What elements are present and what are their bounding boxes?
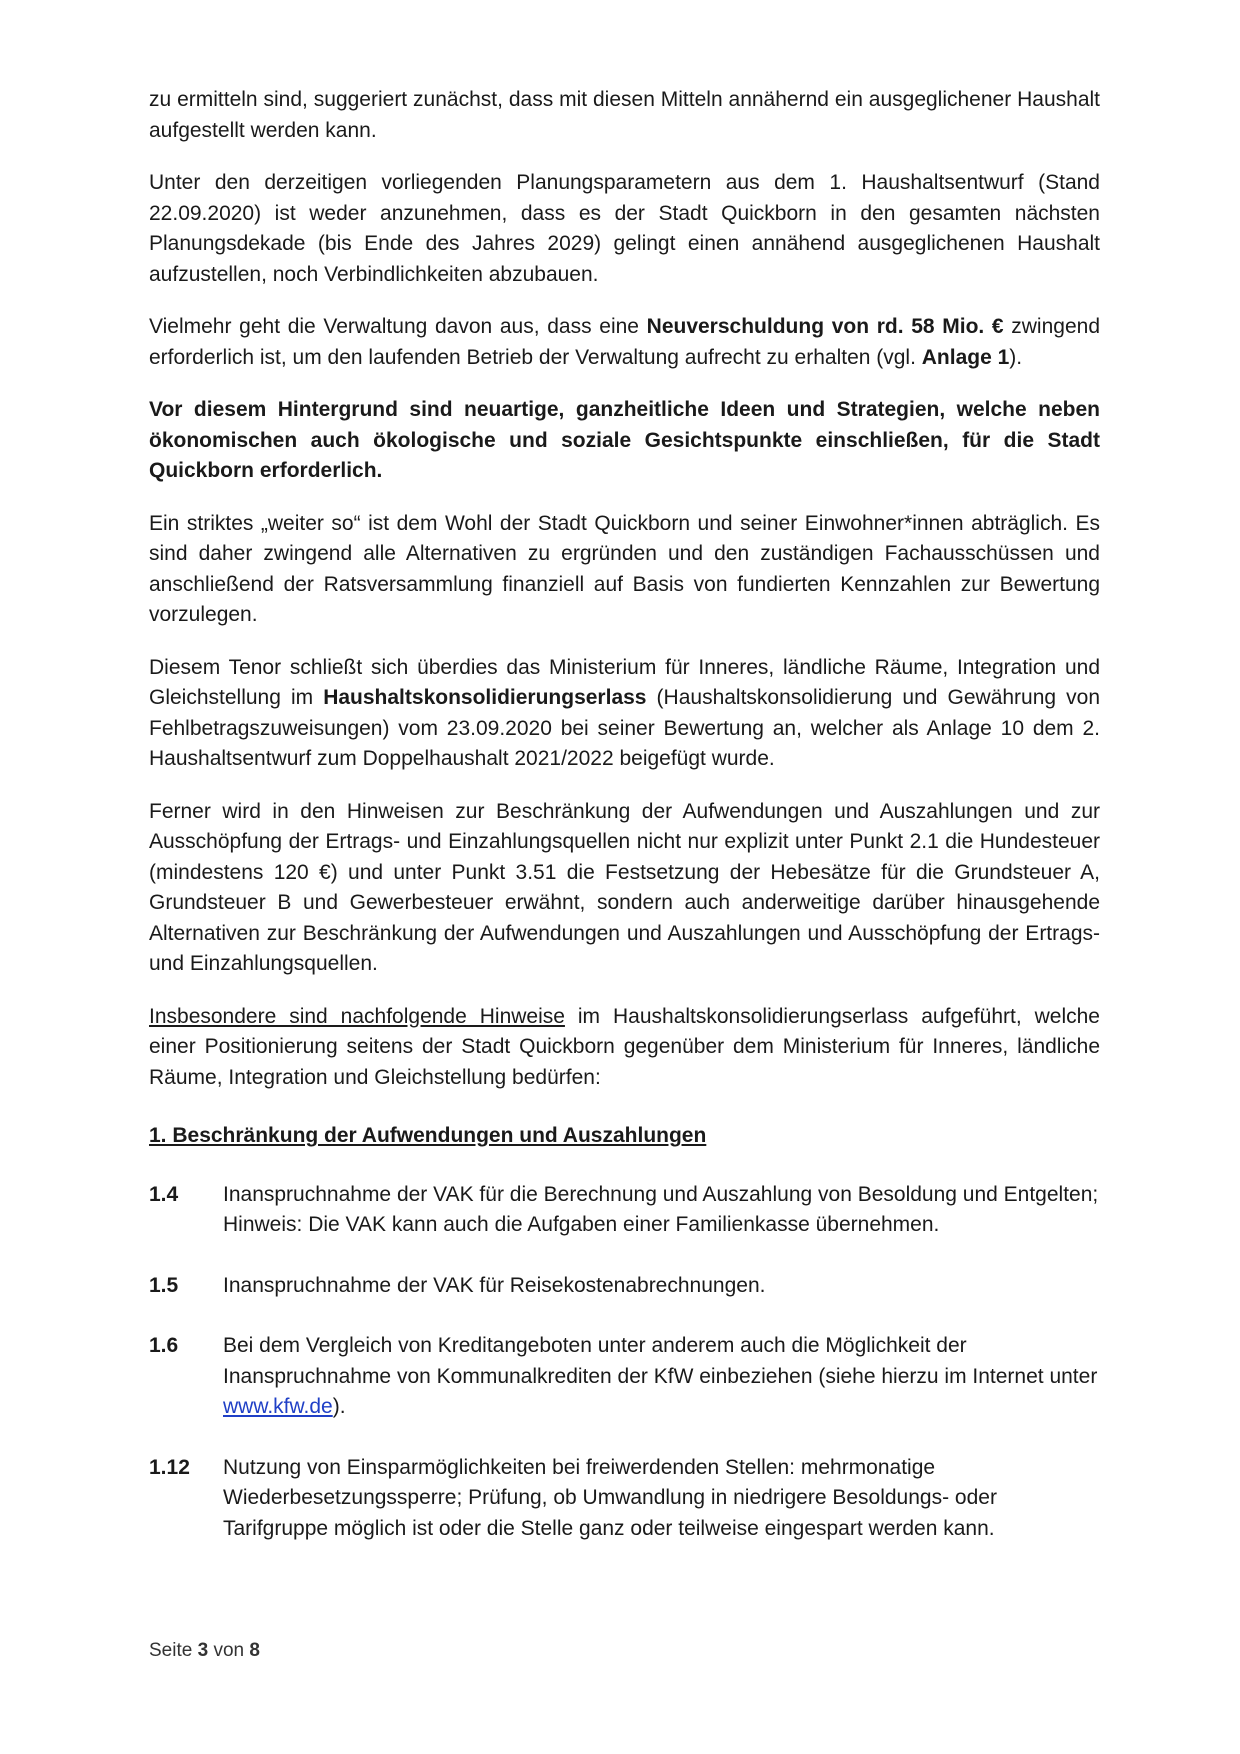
item-text-b: ). bbox=[332, 1395, 346, 1418]
paragraph-7: Ferner wird in den Hinweisen zur Beschränkung der Aufwendungen und Auszahlungen und zur Ausschöpfung der Ertrags- und Einzahlungsquellen nicht nur explizit unter Punkt 2.1 die Hundesteuer (mindestens 120 €) und unter Punkt 3.51 die Festsetzung der Hebesätze für die Grundsteuer A, Grundsteuer B und Gewerbesteuer erwähnt, sondern auch anderweitige darüber hinausgehende Alternativen zur Beschränkung der Aufwendungen und Auszahlungen und Ausschöpfung der Ertrags- und Einzahlungsquellen. bbox=[149, 799, 1100, 975]
footer-middle: von bbox=[208, 1640, 250, 1661]
list-item bbox=[149, 1180, 1100, 1241]
paragraph-8-text-b: im Haushaltskonsolidierungserlass aufgeführt, welche einer Positionierung seitens der Stadt Quickborn gegenüber dem Ministerium für Inneres, ländliche Räume, Integration und Gleichstellung bedürfen: bbox=[149, 1004, 1100, 1089]
paragraph-1: zu ermitteln sind, suggeriert zunächst, dass mit diesen Mitteln annähernd ein ausgeglichener Haushalt aufgestellt werden kann. bbox=[149, 88, 1100, 142]
list-item bbox=[149, 1331, 1100, 1423]
paragraph-3 bbox=[149, 312, 1100, 373]
page-footer bbox=[149, 1640, 260, 1662]
item-text: Nutzung von Einsparmöglichkeiten bei freiwerdenden Stellen: mehrmonatige Wiederbesetzungssperre; Prüfung, ob Umwandlung in niedrigere Besoldungs- oder Tarifgruppe möglich ist oder die Stelle ganz oder teilweise eingespart werden kann. bbox=[223, 1455, 997, 1540]
section-heading: 1. Beschränkung der Aufwendungen und Auszahlungen bbox=[149, 1124, 707, 1147]
paragraph-5: Ein striktes „weiter so“ ist dem Wohl der Stadt Quickborn und seiner Einwohner*innen abträglich. Es sind daher zwingend alle Alternativen zu ergründen und den zuständigen Fachausschüssen und anschließend der Ratsversammlung finanziell auf Basis von fundierten Kennzahlen zur Bewertung vorzulegen. bbox=[149, 511, 1100, 626]
paragraph-6-text-c: (Haushaltskonsolidierung und Gewährung von Fehlbetragszuweisungen) vom 23.09.2020 bei seiner Bewertung an, welcher als Anlage 10 dem 2. Haushaltsentwurf zum Doppelhaushalt 2021/2022 beigefügt wurde. bbox=[149, 686, 1101, 770]
paragraph-4-emphasis: Vor diesem Hintergrund sind neuartige, ganzheitliche Ideen und Strategien, welche neben ökonomischen auch ökologische und soziale Gesichtspunkte einschließen, für die Stadt Quickborn erforderlich. bbox=[149, 398, 1100, 482]
paragraph-3-text-a: Vielmehr geht die Verwaltung davon aus, dass eine bbox=[149, 315, 647, 338]
item-number: 1.4 bbox=[149, 1182, 179, 1206]
debt-amount-emphasis: Neuverschuldung von rd. 58 Mio. € bbox=[646, 315, 1004, 338]
footer-current-page: 3 bbox=[197, 1640, 209, 1661]
item-number: 1.12 bbox=[149, 1455, 190, 1479]
kfw-link[interactable]: www.kfw.de bbox=[223, 1395, 333, 1418]
paragraph-8-underlined: Insbesondere sind nachfolgende Hinweise bbox=[149, 1004, 565, 1028]
paragraph-3-text-c: zwingend erforderlich ist, um den laufenden Betrieb der Verwaltung aufrecht zu erhalten (vgl. bbox=[149, 315, 1100, 369]
document-body bbox=[149, 85, 1100, 1574]
item-text bbox=[223, 1331, 1100, 1423]
footer-prefix: Seite bbox=[149, 1640, 198, 1661]
paragraph-3-text-e: ). bbox=[1009, 345, 1023, 369]
paragraph-8 bbox=[149, 1002, 1100, 1094]
footer-total-pages: 8 bbox=[249, 1640, 260, 1661]
annex-reference: Anlage 1 bbox=[921, 345, 1010, 369]
item-number: 1.5 bbox=[149, 1273, 179, 1297]
item-text: Inanspruchnahme der VAK für Reisekostenabrechnungen. bbox=[223, 1273, 766, 1297]
item-text: Inanspruchnahme der VAK für die Berechnung und Auszahlung von Besoldung und Entgelten; Hinweis: Die VAK kann auch die Aufgaben einer Familienkasse übernehmen. bbox=[223, 1182, 1099, 1236]
list-item bbox=[149, 1453, 1100, 1545]
list-item bbox=[149, 1271, 1100, 1302]
paragraph-6 bbox=[149, 653, 1100, 775]
item-text-a: Bei dem Vergleich von Kreditangeboten unter anderem auch die Möglichkeit der Inanspruchnahme von Kommunalkrediten der KfW einbeziehen (siehe hierzu im Internet unter bbox=[223, 1334, 1098, 1388]
item-number: 1.6 bbox=[149, 1334, 179, 1357]
paragraph-6-text-a: Diesem Tenor schließt sich überdies das Ministerium für Inneres, ländliche Räume, Integration und Gleichstellung im bbox=[149, 655, 1100, 709]
decree-name-emphasis: Haushaltskonsolidierungserlass bbox=[323, 686, 647, 709]
paragraph-2: Unter den derzeitigen vorliegenden Planungsparametern aus dem 1. Haushaltsentwurf (Stand 22.09.2020) ist weder anzunehmen, dass es der Stadt Quickborn in den gesamten nächsten Planungsdekade (bis Ende des Jahres 2029) gelingt einen annähend ausgeglichenen Haushalt aufzustellen, noch Verbindlichkeiten abzubauen. bbox=[149, 171, 1100, 286]
